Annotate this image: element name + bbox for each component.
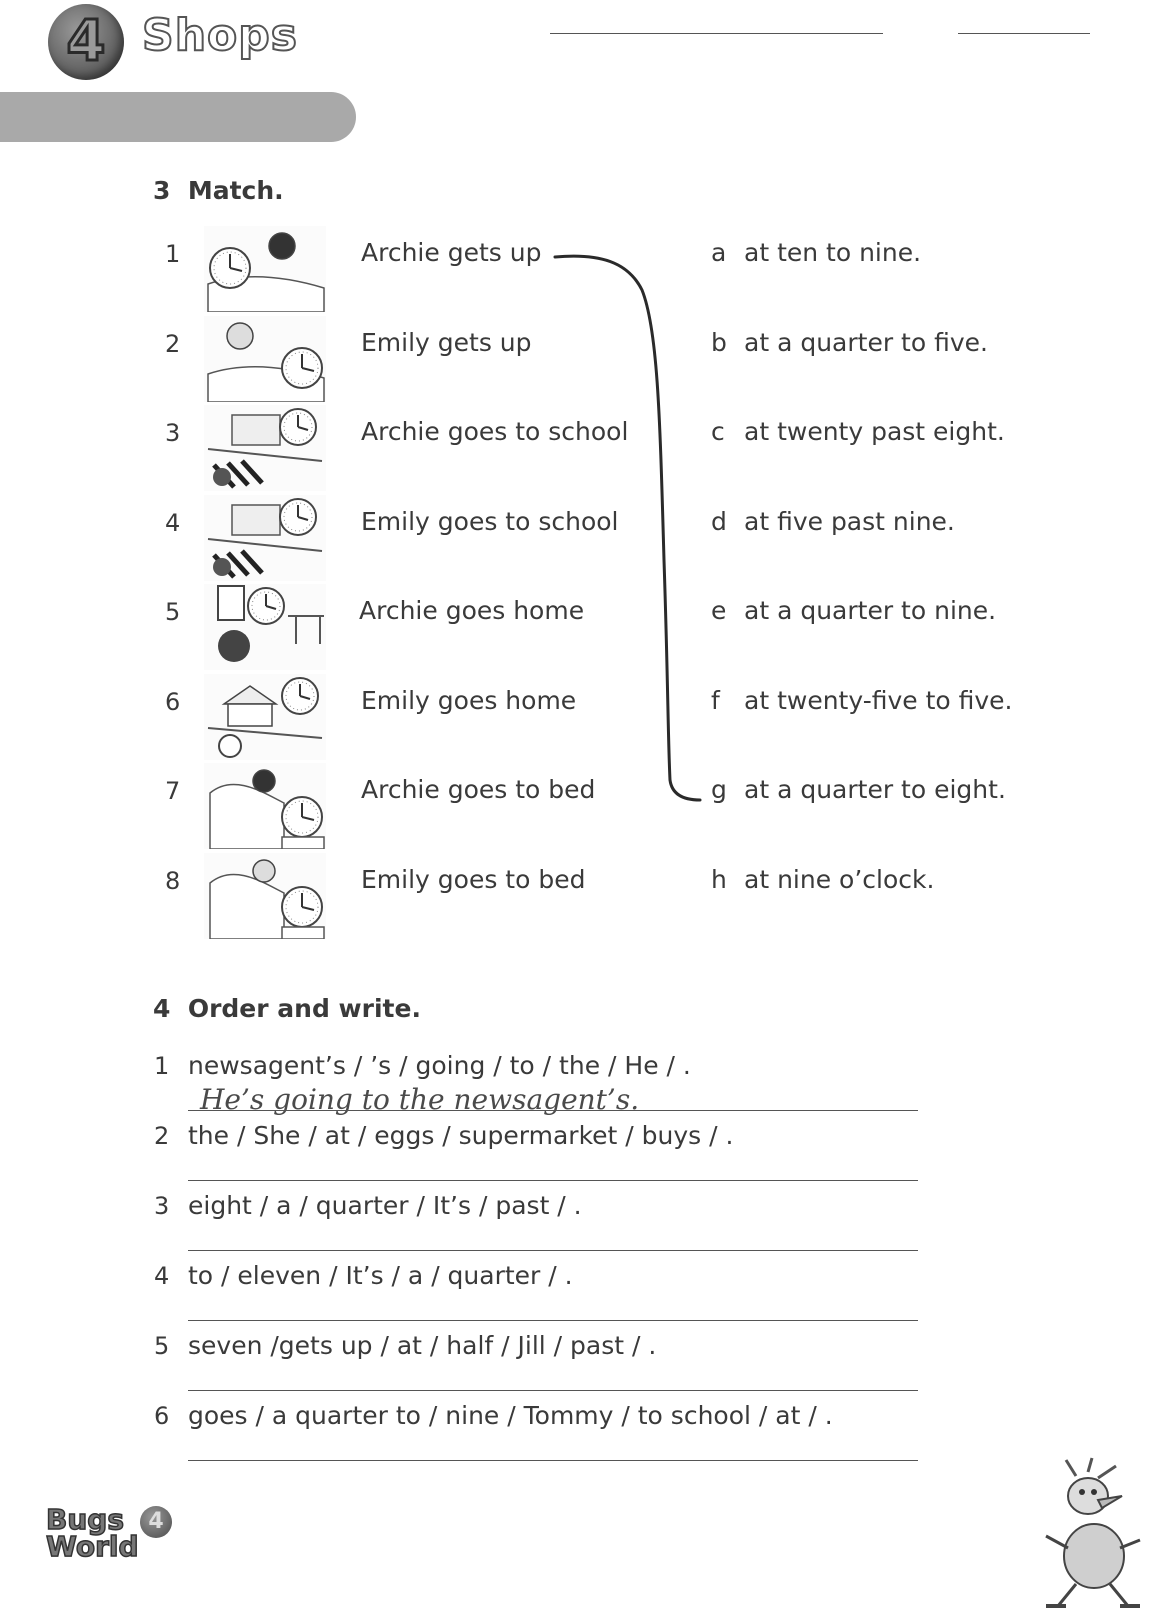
match-row-number: 7 — [165, 777, 181, 805]
match-sentence[interactable]: Archie goes to bed — [361, 775, 596, 804]
answer-write-line[interactable] — [188, 1110, 918, 1111]
exercise-3-number: 3 — [153, 176, 171, 205]
answer-write-line[interactable] — [188, 1180, 918, 1181]
match-sentence[interactable]: Emily goes to school — [361, 507, 619, 536]
unit-number: 4 — [66, 9, 106, 74]
match-sentence[interactable]: Archie goes home — [359, 596, 585, 625]
match-row-number: 6 — [165, 688, 181, 716]
order-item-prompt: the / She / at / eggs / supermarket / buys / . — [188, 1121, 734, 1150]
answer-write-line[interactable] — [188, 1320, 918, 1321]
exercise-4-instruction: Order and write. — [187, 994, 421, 1023]
bug-mascot-illustration — [1036, 1456, 1146, 1612]
exercise-4-number: 4 — [153, 994, 171, 1023]
unit-title: Shops — [142, 10, 298, 61]
match-option-text[interactable]: at twenty past eight. — [744, 417, 1005, 446]
match-option-text[interactable]: at a quarter to five. — [744, 328, 988, 357]
order-item-number: 4 — [154, 1262, 170, 1290]
order-item-prompt: to / eleven / It’s / a / quarter / . — [188, 1261, 573, 1290]
order-item-prompt: seven /gets up / at / half / Jill / past / . — [188, 1331, 657, 1360]
answer-write-line[interactable] — [188, 1250, 918, 1251]
handwritten-answer: He’s going to the newsagent’s. — [200, 1083, 640, 1116]
answer-write-line[interactable] — [188, 1460, 918, 1461]
match-sentence[interactable]: Emily goes to bed — [361, 865, 586, 894]
match-row-number: 1 — [165, 240, 181, 268]
order-item-prompt: eight / a / quarter / It’s / past / . — [188, 1191, 582, 1220]
logo-line-1: Bugs — [46, 1503, 124, 1536]
logo-badge: 4 — [140, 1506, 172, 1538]
order-item-number: 1 — [154, 1052, 170, 1080]
match-option-letter: g — [711, 775, 727, 804]
match-option-letter: b — [711, 328, 727, 357]
match-row-number: 5 — [165, 598, 181, 626]
match-sentence[interactable]: Emily gets up — [361, 328, 532, 357]
order-item-number: 2 — [154, 1122, 170, 1150]
order-item-prompt: newsagent’s / ’s / going / to / the / He / . — [188, 1051, 691, 1080]
match-option-letter: f — [711, 686, 720, 715]
match-sentence[interactable]: Archie gets up — [361, 238, 542, 267]
order-item-prompt: goes / a quarter to / nine / Tommy / to school / at / . — [188, 1401, 833, 1430]
order-item-number: 5 — [154, 1332, 170, 1360]
match-row-number: 8 — [165, 867, 181, 895]
match-option-text[interactable]: at nine o’clock. — [744, 865, 935, 894]
match-option-letter: d — [711, 507, 727, 536]
order-item-number: 6 — [154, 1402, 170, 1430]
match-option-letter: c — [711, 417, 725, 446]
match-option-text[interactable]: at five past nine. — [744, 507, 955, 536]
match-option-letter: h — [711, 865, 727, 894]
match-option-text[interactable]: at a quarter to nine. — [744, 596, 997, 625]
answer-write-line[interactable] — [188, 1390, 918, 1391]
match-row-number: 4 — [165, 509, 181, 537]
bugs-world-logo — [46, 1503, 139, 1563]
logo-line-2: World — [46, 1530, 139, 1563]
match-row-number: 3 — [165, 419, 181, 447]
exercise-3-instruction: Match. — [187, 176, 284, 205]
match-sentence[interactable]: Emily goes home — [361, 686, 577, 715]
match-sentence[interactable]: Archie goes to school — [361, 417, 629, 446]
match-option-text[interactable]: at twenty-five to five. — [744, 686, 1013, 715]
match-row-number: 2 — [165, 330, 181, 358]
order-item-number: 3 — [154, 1192, 170, 1220]
match-option-letter: e — [711, 596, 727, 625]
match-option-text[interactable]: at ten to nine. — [744, 238, 922, 267]
match-option-letter: a — [711, 238, 727, 267]
exercise-4-heading — [153, 994, 421, 1023]
match-option-text[interactable]: at a quarter to eight. — [744, 775, 1006, 804]
